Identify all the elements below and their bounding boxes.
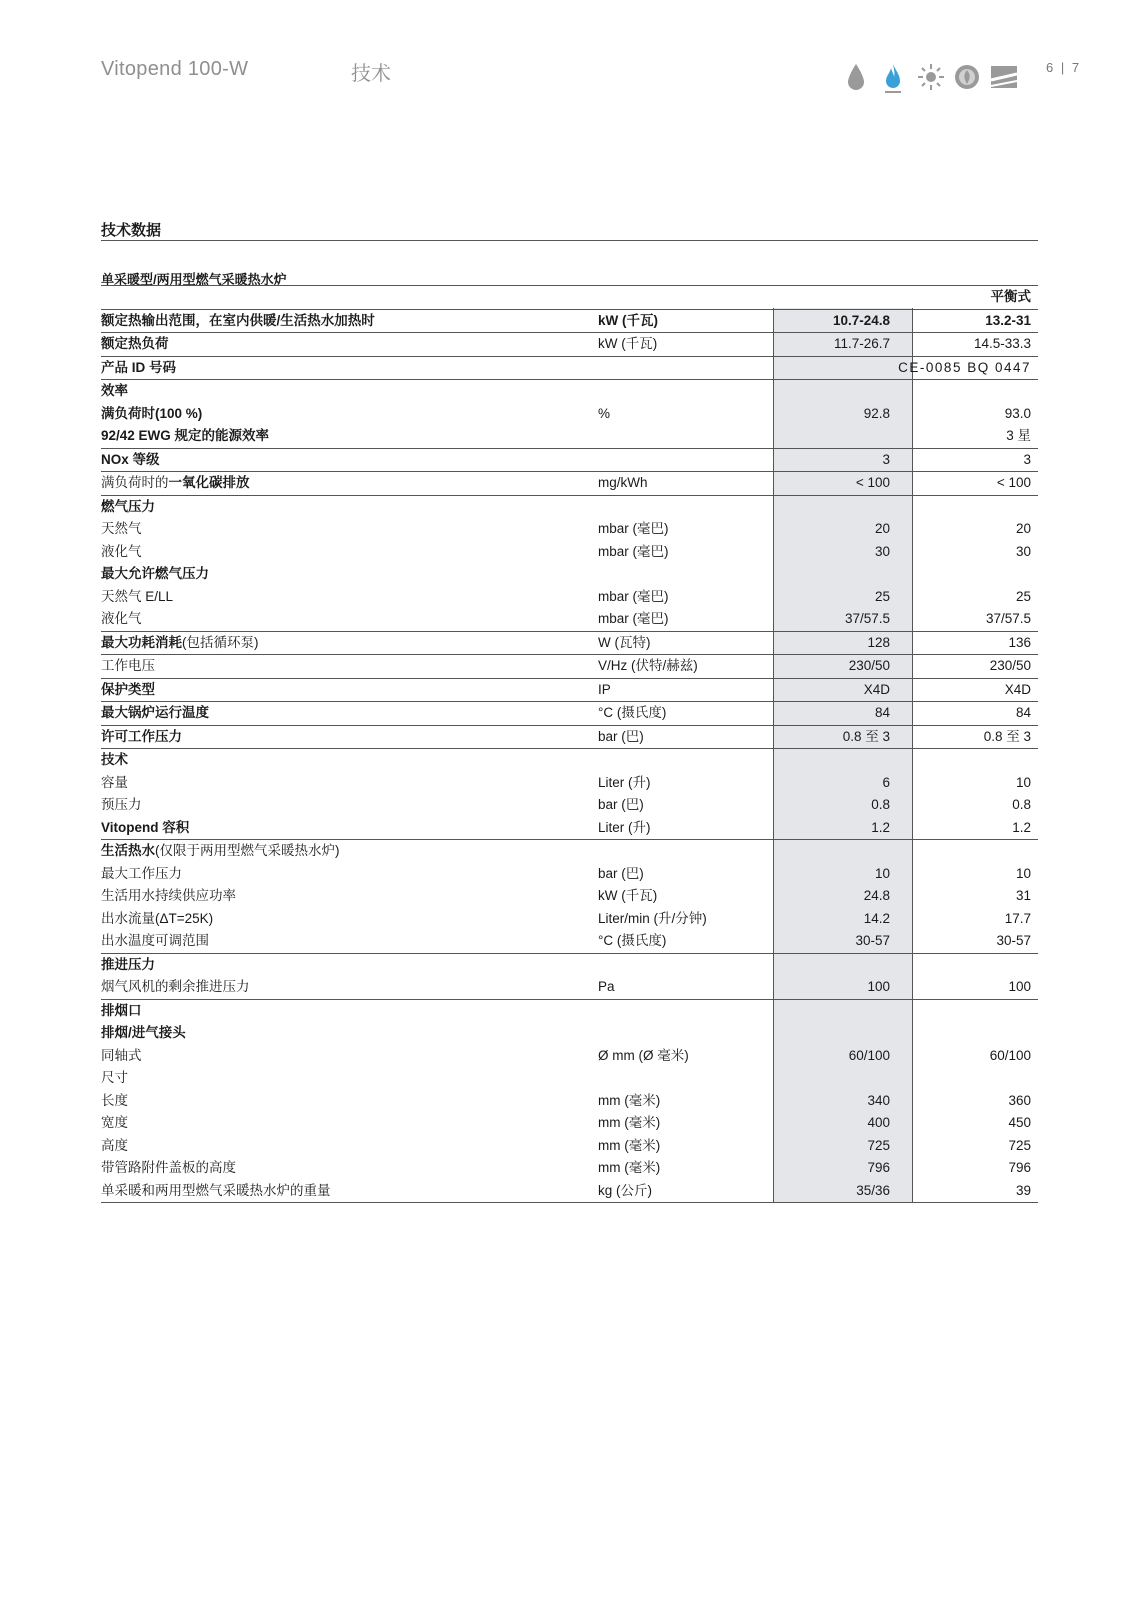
row-label — [101, 840, 340, 863]
table-row — [101, 1157, 1038, 1180]
row-value-1: 3 — [882, 451, 890, 467]
row-value-1: 30-57 — [855, 933, 890, 948]
row-label: 工作电压 — [101, 658, 155, 673]
table-row — [101, 654, 1038, 678]
biomass-icon — [953, 62, 981, 97]
row-value-1: 24.8 — [863, 888, 890, 903]
row-label: 产品 ID 号码 — [101, 359, 177, 375]
row-unit: Ø mm (Ø 毫米) — [598, 1047, 689, 1063]
row-value-1: 0.8 至 3 — [842, 728, 890, 744]
row-value-1: 11.7-26.7 — [833, 336, 890, 351]
table-row — [101, 1067, 1038, 1090]
table-row — [101, 495, 1038, 519]
row-label: 排烟口 — [101, 1002, 142, 1018]
table-row — [101, 379, 1038, 403]
table-bottom-rule — [101, 1202, 1038, 1203]
row-label: 同轴式 — [101, 1047, 142, 1063]
row-value-2: 39 — [1015, 1182, 1031, 1198]
table-row — [101, 1180, 1038, 1203]
heat-pump-icon — [989, 62, 1019, 97]
row-label: 长度 — [101, 1092, 128, 1108]
row-label: 液化气 — [101, 543, 142, 559]
table-row — [101, 471, 1038, 495]
row-value-1: 30 — [874, 543, 890, 559]
row-label: 最大工作压力 — [101, 865, 182, 881]
row-value-1: 128 — [867, 634, 890, 650]
row-label: 烟气风机的剩余推进压力 — [101, 979, 250, 994]
row-unit: kg (公斤) — [598, 1182, 652, 1198]
row-unit: mbar (毫巴) — [598, 611, 669, 626]
column-header: 平衡式 — [990, 289, 1031, 304]
row-value-2: 230/50 — [989, 658, 1031, 673]
table-row — [101, 772, 1038, 795]
row-label: 宽度 — [101, 1115, 128, 1130]
row-label — [101, 632, 259, 655]
table-row — [101, 608, 1038, 631]
row-value-2: 30-57 — [996, 933, 1031, 948]
row-unit: mbar (毫巴) — [598, 521, 669, 536]
table-subtitle: 单采暖型/两用型燃气采暖热水炉 — [101, 272, 287, 287]
row-label: 技术 — [101, 752, 128, 767]
row-value-1: 1.2 — [871, 819, 890, 835]
table-row — [101, 976, 1038, 999]
row-label: 出水流量(ΔT=25K) — [101, 910, 214, 926]
row-label: 生活用水持续供应功率 — [101, 888, 236, 903]
table-row — [101, 631, 1038, 655]
row-label: 天然气 E/LL — [101, 588, 174, 604]
row-value-1: 725 — [867, 1137, 890, 1153]
row-label — [101, 472, 250, 495]
energy-icons — [845, 62, 1020, 94]
row-value-2: 60/100 — [989, 1047, 1031, 1063]
row-unit: mbar (毫巴) — [598, 588, 669, 604]
product-name: Vitopend 100-W — [101, 58, 249, 80]
row-unit: kW (千瓦) — [598, 312, 658, 328]
row-label: 预压力 — [101, 797, 142, 812]
row-value-span: CE-0085 BQ 0447 — [898, 359, 1031, 375]
row-value-1: 400 — [867, 1115, 890, 1130]
row-unit: mm (毫米) — [598, 1092, 661, 1108]
row-value-1: 796 — [867, 1160, 890, 1175]
row-unit: % — [598, 405, 611, 421]
oil-drop-icon — [845, 62, 867, 97]
row-value-1: 100 — [867, 979, 890, 994]
row-label-part: (仅限于两用型燃气采暖热水炉) — [155, 843, 340, 858]
table-row — [101, 332, 1038, 356]
row-label: 天然气 — [101, 521, 142, 536]
row-value-2: 14.5-33.3 — [973, 336, 1031, 351]
row-unit: °C (摄氏度) — [598, 705, 667, 720]
row-label: 带管路附件盖板的高度 — [101, 1160, 236, 1175]
row-label: 效率 — [101, 383, 128, 398]
table-row — [101, 908, 1038, 931]
row-label: 出水温度可调范围 — [101, 933, 209, 948]
table-row — [101, 1045, 1038, 1068]
row-unit: Pa — [598, 979, 615, 994]
row-value-2: 3 星 — [1006, 428, 1031, 443]
table-row — [101, 678, 1038, 702]
row-value-1: 25 — [874, 588, 890, 604]
table-row — [101, 885, 1038, 908]
row-label: Vitopend 容积 — [101, 819, 190, 835]
table-row — [101, 563, 1038, 586]
page-number: 6 | 7 — [1046, 60, 1082, 75]
table-row — [101, 1022, 1038, 1045]
table-row — [101, 1135, 1038, 1158]
row-unit: kW (千瓦) — [598, 888, 658, 903]
table-row — [101, 1112, 1038, 1135]
row-label: 最大允许燃气压力 — [101, 566, 209, 581]
row-value-2: 37/57.5 — [985, 611, 1031, 626]
row-value-2: X4D — [1004, 681, 1031, 697]
row-unit: mm (毫米) — [598, 1160, 661, 1175]
row-label-bold: 最大功耗消耗 — [101, 634, 182, 650]
table-row — [101, 518, 1038, 541]
table-row — [101, 1090, 1038, 1113]
row-unit: IP — [598, 681, 611, 697]
row-label: 满负荷时(100 %) — [101, 405, 203, 421]
row-value-1: 230/50 — [848, 658, 890, 673]
table-row — [101, 999, 1038, 1023]
table-row — [101, 794, 1038, 817]
row-value-2: 25 — [1015, 588, 1031, 604]
row-value-2: 17.7 — [1004, 910, 1031, 926]
row-label: 单采暖和两用型燃气采暖热水炉的重量 — [101, 1182, 331, 1198]
row-value-1: 60/100 — [848, 1047, 890, 1063]
row-label: 高度 — [101, 1137, 128, 1153]
row-value-2: 10 — [1015, 865, 1031, 881]
row-value-1: 10 — [874, 865, 890, 881]
row-value-1: 6 — [882, 774, 890, 790]
row-unit: mg/kWh — [598, 475, 648, 490]
row-unit: Liter (升) — [598, 774, 651, 790]
row-value-2: 93.0 — [1004, 405, 1031, 421]
table-row — [101, 586, 1038, 609]
table-row — [101, 425, 1038, 448]
row-label: 92/42 EWG 规定的能源效率 — [101, 428, 270, 443]
table-row — [101, 701, 1038, 725]
row-label-bold: 生活热水 — [101, 843, 155, 858]
row-value-2: 796 — [1008, 1160, 1031, 1175]
row-value-2: 136 — [1008, 634, 1031, 650]
row-unit: mm (毫米) — [598, 1137, 661, 1153]
row-label: 额定热负荷 — [101, 336, 169, 351]
row-unit: mbar (毫巴) — [598, 543, 669, 559]
page-title: 技术数据 — [101, 222, 162, 239]
row-value-2: 0.8 至 3 — [983, 728, 1031, 744]
table-row — [101, 839, 1038, 863]
technical-data-table — [101, 285, 1038, 1202]
row-unit: V/Hz (伏特/赫兹) — [598, 658, 698, 673]
row-value-1: 340 — [867, 1092, 890, 1108]
row-value-2: 10 — [1015, 774, 1031, 790]
row-value-2: 84 — [1015, 705, 1031, 720]
row-unit: W (瓦特) — [598, 634, 651, 650]
row-value-2: 450 — [1008, 1115, 1031, 1130]
row-unit: kW (千瓦) — [598, 336, 658, 351]
row-label: 排烟/进气接头 — [101, 1025, 186, 1040]
row-value-1: 0.8 — [871, 797, 890, 812]
row-label: 推进压力 — [101, 956, 155, 972]
table-row — [101, 817, 1038, 840]
row-value-1: 37/57.5 — [844, 611, 890, 626]
row-label: 燃气压力 — [101, 498, 155, 514]
row-value-2: < 100 — [996, 475, 1031, 490]
row-unit: °C (摄氏度) — [598, 933, 667, 948]
row-value-1: X4D — [863, 681, 890, 697]
table-row — [101, 541, 1038, 564]
row-label-part: 满负荷时的 — [101, 475, 169, 490]
row-value-2: 30 — [1015, 543, 1031, 559]
row-label-part: (包括循环泵) — [182, 634, 259, 650]
row-value-2: 31 — [1015, 888, 1031, 903]
table-row — [101, 448, 1038, 472]
row-label: 最大锅炉运行温度 — [101, 705, 209, 720]
row-unit: bar (巴) — [598, 728, 644, 744]
table-row — [101, 930, 1038, 953]
table-row — [101, 309, 1038, 333]
row-label: 容量 — [101, 774, 128, 790]
table-row — [101, 356, 1038, 380]
row-value-2: 360 — [1008, 1092, 1031, 1108]
gas-flame-icon — [882, 62, 904, 99]
section-name: 技术 — [351, 63, 391, 85]
row-label: NOx 等级 — [101, 451, 160, 467]
sun-icon — [917, 62, 945, 97]
table-row — [101, 403, 1038, 426]
column-header-row — [101, 285, 1038, 309]
table-row — [101, 953, 1038, 977]
row-value-1: 20 — [874, 521, 890, 536]
row-value-2: 725 — [1008, 1137, 1031, 1153]
table-row — [101, 748, 1038, 772]
row-unit: bar (巴) — [598, 865, 644, 881]
row-unit: Liter (升) — [598, 819, 651, 835]
row-label: 保护类型 — [101, 681, 155, 697]
row-value-1: 10.7-24.8 — [832, 312, 890, 328]
row-value-2: 100 — [1008, 979, 1031, 994]
row-value-2: 1.2 — [1012, 819, 1031, 835]
row-label: 额定热输出范围，在室内供暖/生活热水加热时 — [101, 312, 375, 328]
row-value-1: 84 — [874, 705, 890, 720]
row-label: 许可工作压力 — [101, 728, 182, 744]
row-value-2: 3 — [1023, 451, 1031, 467]
row-label: 尺寸 — [101, 1070, 128, 1085]
row-label: 液化气 — [101, 611, 142, 626]
row-label-bold: 一氧化碳排放 — [168, 475, 250, 490]
row-value-1: 92.8 — [863, 405, 890, 421]
row-unit: mm (毫米) — [598, 1115, 661, 1130]
row-value-2: 20 — [1015, 521, 1031, 536]
row-value-1: < 100 — [855, 475, 890, 490]
table-row — [101, 863, 1038, 886]
title-divider — [101, 240, 1038, 241]
row-unit: bar (巴) — [598, 797, 644, 812]
row-value-2: 13.2-31 — [985, 312, 1031, 328]
row-value-1: 35/36 — [856, 1182, 890, 1198]
row-value-2: 0.8 — [1012, 797, 1031, 812]
row-value-1: 14.2 — [863, 910, 890, 926]
table-row — [101, 725, 1038, 749]
row-unit: Liter/min (升/分钟) — [598, 910, 707, 926]
